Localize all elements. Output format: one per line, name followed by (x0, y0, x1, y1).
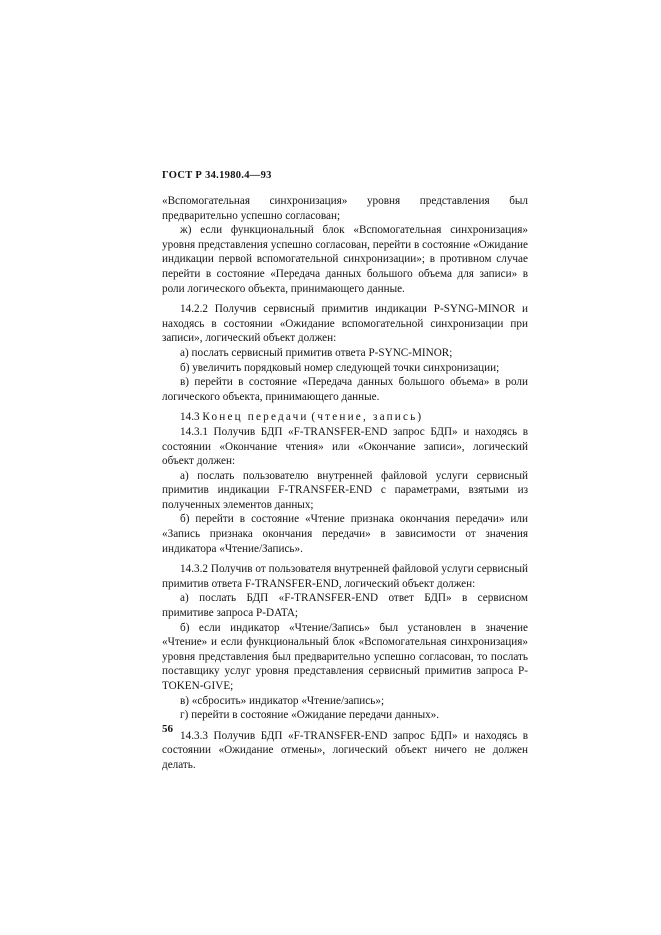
section-14-3-2: 14.3.2 Получив от пользователя внутренней файловой услуги сервисный примитив ответа F-TRANSFER-END, логический объект должен: (162, 563, 528, 590)
list-item-v: в) «сбросить» индикатор «Чтение/запись»; (180, 694, 385, 707)
section-14-3-1: 14.3.1 Получив БДП «F-TRANSFER-END запрос БДП» и находясь в состоянии «Окончание чтения» или «Окончание записи», логический объект должен: (162, 425, 528, 468)
list-item-b: б) если индикатор «Чтение/Запись» был установлен в значение «Чтение» и если функциональный блок «Вспомогательная синхронизация» уровня представления был предварительно успешно согласован, то послать поставщику услуг уровня представления сервисный примитив запроса P-TOKEN-GIVE; (162, 621, 528, 692)
section-14-2-2: 14.2.2 Получив сервисный примитив индикации P-SYNG-MINOR и находясь в состоянии «Ожидание вспомогательной синхронизации при записи», логический объект должен: (162, 303, 528, 345)
list-item-b: б) увеличить порядковый номер следующей точки синхронизации; (180, 361, 500, 374)
section-number: 14.3 (180, 411, 200, 424)
list-item-zh: ж) если функциональный блок «Вспомогательная синхронизация» уровня представления успешно согласован, перейти в состояние «Ожидание индикации первой вспомогательной синхронизации»; в противном случае перейти в состояние «Передача данных большого объема для записи» в роли логического объекта, принимающего данные. (162, 224, 528, 295)
section-title-note: (чтение, запись) (311, 411, 424, 424)
section-14-3-heading (162, 410, 528, 425)
list-item-v: в) перейти в состояние «Передача данных большого объема» в роли логического объекта, принимающего данные. (162, 376, 528, 403)
section-14-3-3: 14.3.3 Получив БДП «F-TRANSFER-END запрос БДП» и находясь в состоянии «Ожидание отмены», логический объект ничего не должен делать. (162, 729, 528, 771)
list-item-b: б) перейти в состояние «Чтение признака окончания передачи» или «Запись признака окончания передачи» в зависимости от значения индикатора «Чтение/Запись». (162, 513, 528, 555)
running-header: ГОСТ Р 34.1980.4—93 (162, 170, 272, 181)
paragraph-continuation: «Вспомогательная синхронизация» уровня представления был предварительно успешно согласован; (162, 195, 528, 222)
section-title: Конец передачи (202, 411, 309, 424)
page-number: 56 (162, 723, 173, 735)
list-item-a: а) послать БДП «F-TRANSFER-END ответ БДП» в сервисном примитиве запроса P-DATA; (162, 592, 528, 620)
page-body (162, 194, 528, 773)
list-item-a: а) послать сервисный примитив ответа P-SYNC-MINOR; (180, 346, 453, 359)
list-item-g: г) перейти в состояние «Ожидание передачи данных». (180, 709, 440, 722)
list-item-a: а) послать пользователю внутренней файловой услуги сервисный примитив индикации F-TRANSFER-END с параметрами, взятыми из полученных элементов данных; (162, 469, 528, 511)
